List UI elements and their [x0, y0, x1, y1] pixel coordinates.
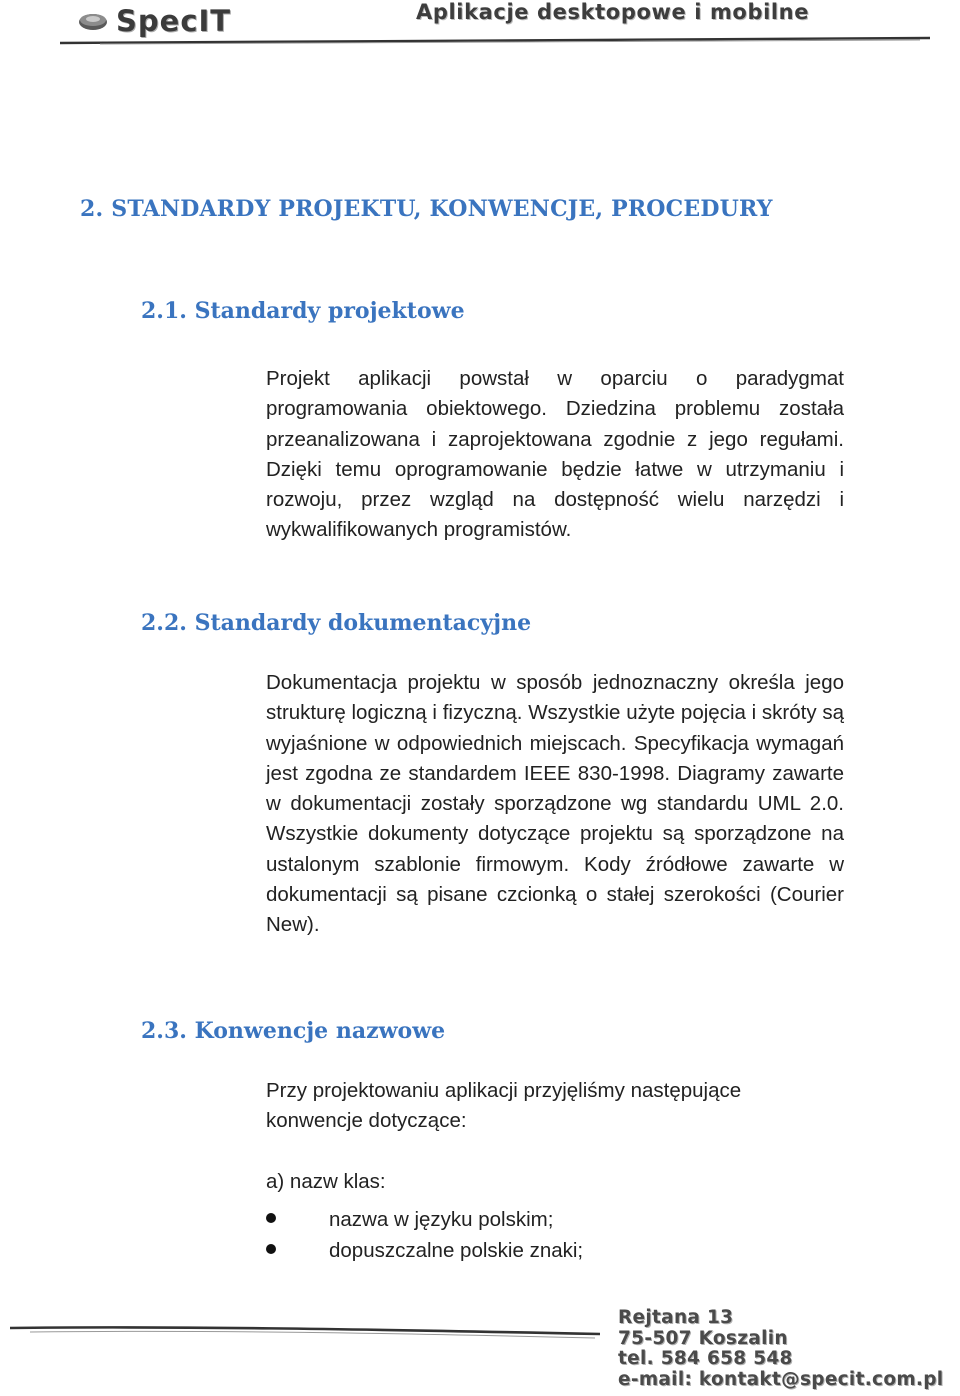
- logo-icon: [78, 10, 112, 32]
- company-logo: [78, 4, 231, 38]
- page-header: [0, 0, 960, 50]
- list-label: a) nazw klas:: [266, 1170, 386, 1193]
- bullet-icon: [266, 1244, 276, 1254]
- company-address: [618, 1308, 943, 1390]
- address-email: e-mail: kontakt@specit.com.pl: [618, 1368, 944, 1390]
- paragraph: Projekt aplikacji powstał w oparciu o paradygmat programowania obiektowego. Dziedzina problemu została przeanalizowana i zaprojektowana zgodnie z jego regułami. Dzięki temu oprogramowanie będzie łatwe w utrzymaniu i rozwoju, przez wzgląd na dostępność wielu narzędzi i wykwalifikowanych programistów.: [266, 367, 844, 542]
- list-item: [266, 1236, 583, 1267]
- address-street: Rejtana 13: [618, 1307, 734, 1328]
- subsection-heading: 2.1. Standardy projektowe: [141, 298, 465, 324]
- address-phone: tel. 584 658 548: [618, 1348, 793, 1369]
- paragraph: Przy projektowaniu aplikacji przyjęliśmy następujące konwencje dotyczące:: [266, 1079, 742, 1133]
- subsection-heading: 2.3. Konwencje nazwowe: [141, 1018, 446, 1044]
- paragraph: Dokumentacja projektu w sposób jednoznaczny określa jego strukturę logiczną i fizyczną. Wszystkie użyte pojęcia i skróty są wyjaśnione w odpowiednich miejscach. Specyfikacja wymagań jest zgodna ze standardem IEEE 830-1998. Diagramy zawarte w dokumentacji zostały sporządzone wg standardu UML 2.0. Wszystkie dokumenty dotyczące projektu są sporządzone na ustalonym szablonie firmowym. Kody źródłowe zawarte w dokumentacji są pisane czcionką o stałej szerokości (Courier New).: [266, 671, 844, 937]
- list-item-text: nazwa w języku polskim;: [329, 1208, 554, 1231]
- section-heading: 2. STANDARDY PROJEKTU, KONWENCJE, PROCEDURY: [80, 196, 773, 222]
- logo-text: SpecIT: [116, 4, 232, 38]
- list-item: [266, 1205, 583, 1236]
- address-city: 75-507 Koszalin: [618, 1327, 788, 1349]
- header-divider: [60, 36, 930, 46]
- subsection-heading: 2.2. Standardy dokumentacyjne: [141, 610, 532, 636]
- list-item-text: dopuszczalne polskie znaki;: [329, 1238, 584, 1262]
- header-tagline: Aplikacje desktopowe i mobilne: [416, 0, 810, 24]
- bullet-list: [266, 1205, 583, 1266]
- bullet-icon: [266, 1213, 276, 1223]
- footer-divider: [10, 1320, 600, 1344]
